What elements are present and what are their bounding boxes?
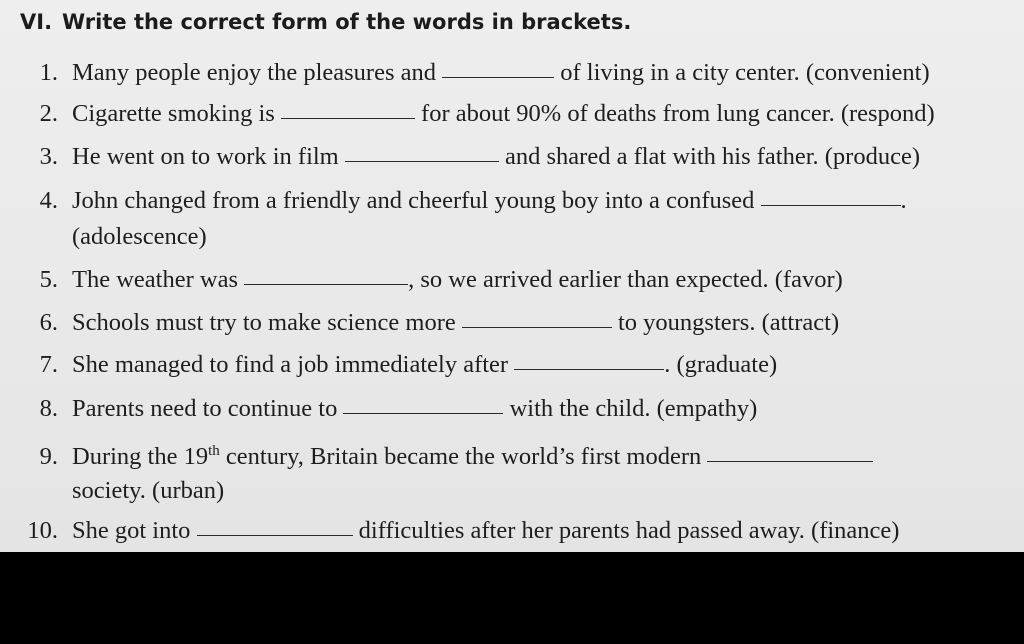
question-3	[12, 142, 1020, 172]
question-number: 7.	[39, 351, 58, 378]
question-9-continuation: society. (urban)	[72, 477, 225, 504]
question-text-before: Cigarette smoking is	[72, 100, 275, 127]
exercise-number: VI.	[20, 10, 53, 34]
question-text-before: Many people enjoy the pleasures and	[72, 59, 436, 86]
question-4-continuation: (adolescence)	[72, 223, 207, 250]
question-text-before: She managed to find a job immediately after	[72, 351, 509, 378]
question-number: 5.	[39, 266, 58, 293]
answer-blank[interactable]	[462, 326, 612, 328]
question-text-before: Schools must try to make science more	[72, 309, 456, 336]
answer-blank[interactable]	[244, 283, 408, 285]
question-number: 1.	[39, 59, 58, 86]
question-7	[12, 350, 1020, 380]
question-5	[12, 265, 1020, 295]
question-number: 6.	[39, 309, 58, 336]
answer-blank[interactable]	[707, 460, 873, 462]
question-text-middle: century, Britain became the world’s first modern	[219, 443, 702, 471]
question-text-after: and shared a flat with his father. (produce)	[505, 143, 920, 170]
answer-blank[interactable]	[345, 160, 499, 162]
question-10	[12, 516, 1020, 546]
question-text-before: John changed from a friendly and cheerful young boy into a confused	[72, 187, 755, 214]
exercise-instruction: Write the correct form of the words in brackets.	[62, 10, 632, 34]
question-text-after: to youngsters. (attract)	[618, 309, 840, 336]
question-1	[12, 58, 1020, 88]
answer-blank[interactable]	[442, 76, 554, 78]
question-text-after: difficulties after her parents had passed away. (finance)	[358, 517, 900, 544]
question-text-after: with the child. (empathy)	[509, 395, 758, 422]
question-text-before: Parents need to continue to	[72, 395, 338, 422]
answer-blank[interactable]	[281, 117, 415, 119]
question-text-after: .	[900, 187, 907, 214]
exercise-heading	[20, 10, 631, 34]
question-text-before: She got into	[72, 517, 191, 544]
question-text-before: During the 19	[72, 443, 209, 471]
question-number: 3.	[39, 143, 58, 170]
question-6	[12, 308, 1020, 338]
answer-blank[interactable]	[197, 534, 353, 536]
question-4	[12, 186, 1020, 216]
answer-blank[interactable]	[761, 204, 901, 206]
question-text-after: for about 90% of deaths from lung cancer. (respond)	[421, 100, 935, 127]
question-number: 10.	[27, 517, 58, 544]
ordinal-suffix: th	[208, 443, 220, 459]
question-number: 2.	[39, 100, 58, 127]
answer-blank[interactable]	[343, 412, 503, 414]
question-text-before: The weather was	[72, 266, 238, 293]
question-text-before: He went on to work in film	[72, 143, 339, 170]
question-text-after: , so we arrived earlier than expected. (favor)	[408, 266, 843, 293]
question-2	[12, 99, 1020, 129]
black-border	[0, 552, 1024, 644]
question-number: 8.	[39, 395, 58, 422]
question-text-after: of living in a city center. (convenient)	[560, 59, 930, 86]
question-9	[12, 436, 1020, 472]
question-8	[12, 394, 1020, 424]
answer-blank[interactable]	[514, 368, 664, 370]
question-number: 4.	[39, 187, 58, 214]
question-number: 9.	[39, 443, 58, 471]
question-text-after: . (graduate)	[664, 351, 778, 378]
